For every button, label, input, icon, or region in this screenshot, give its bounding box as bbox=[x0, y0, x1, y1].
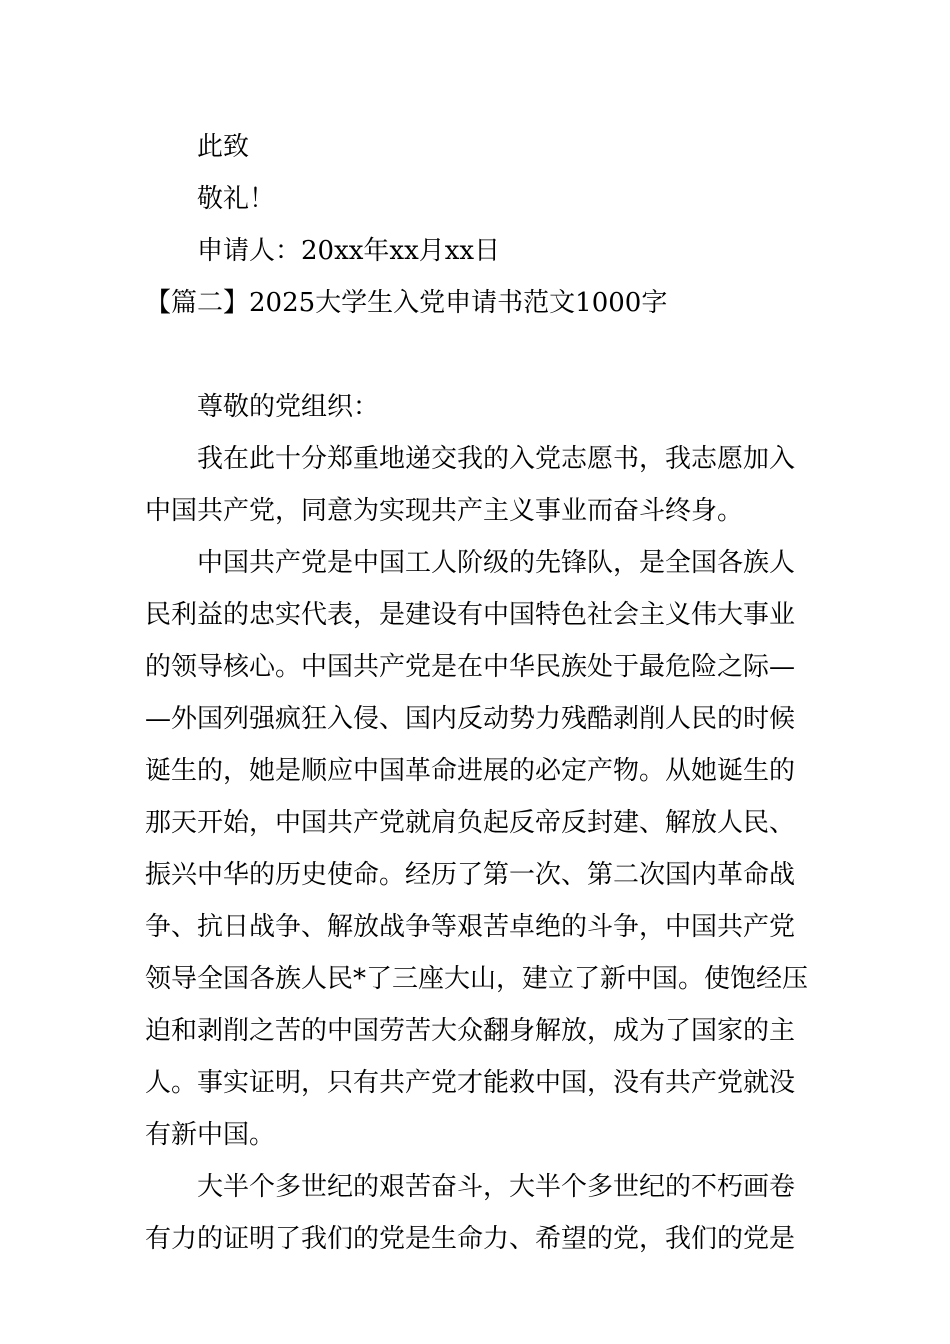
paragraph-line: 中国共产党，同意为实现共产主义事业而奋斗终身。 bbox=[145, 496, 744, 526]
paragraph-line: 有新中国。 bbox=[145, 1120, 276, 1150]
closing-line: 敬礼！ bbox=[197, 184, 276, 214]
closing-line: 此致 bbox=[197, 132, 250, 162]
applicant-date-line: 申请人：20xx年xx月xx日 bbox=[197, 236, 501, 266]
paragraph bbox=[145, 544, 809, 1154]
paragraph-line: 我在此十分郑重地递交我的入党志愿书，我志愿加入 bbox=[197, 444, 796, 474]
paragraph-line: 那天开始，中国共产党就肩负起反帝反封建、解放人民、 bbox=[145, 808, 796, 838]
paragraph-line: 中国共产党是中国工人阶级的先锋队，是全国各族人 bbox=[197, 548, 796, 578]
salutation: 尊敬的党组织： bbox=[197, 392, 380, 422]
blank-line bbox=[145, 336, 809, 374]
paragraph bbox=[145, 1168, 809, 1258]
paragraph-line: 的领导核心。中国共产党是在中华民族处于最危险之际— bbox=[145, 652, 796, 682]
section-title: 【篇二】2025大学生入党申请书范文1000字 bbox=[145, 288, 668, 318]
paragraph-line: 有力的证明了我们的党是生命力、希望的党，我们的党是 bbox=[145, 1224, 796, 1254]
paragraph bbox=[145, 440, 809, 530]
paragraph-line: —外国列强疯狂入侵、国内反动势力残酷剥削人民的时候 bbox=[145, 704, 796, 734]
paragraph-line: 振兴中华的历史使命。经历了第一次、第二次国内革命战 bbox=[145, 860, 796, 890]
paragraph-line: 诞生的，她是顺应中国革命进展的必定产物。从她诞生的 bbox=[145, 756, 796, 786]
paragraph-line: 人。事实证明，只有共产党才能救中国，没有共产党就没 bbox=[145, 1068, 796, 1098]
paragraph-line: 民利益的忠实代表，是建设有中国特色社会主义伟大事业 bbox=[145, 600, 796, 630]
paragraph-line: 大半个多世纪的艰苦奋斗，大半个多世纪的不朽画卷 bbox=[197, 1172, 796, 1202]
document-body bbox=[145, 128, 809, 1272]
paragraph-line: 争、抗日战争、解放战争等艰苦卓绝的斗争，中国共产党 bbox=[145, 912, 796, 942]
paragraph-line: 领导全国各族人民*了三座大山，建立了新中国。使饱经压 bbox=[145, 964, 809, 994]
paragraph-line: 迫和剥削之苦的中国劳苦大众翻身解放，成为了国家的主 bbox=[145, 1016, 796, 1046]
